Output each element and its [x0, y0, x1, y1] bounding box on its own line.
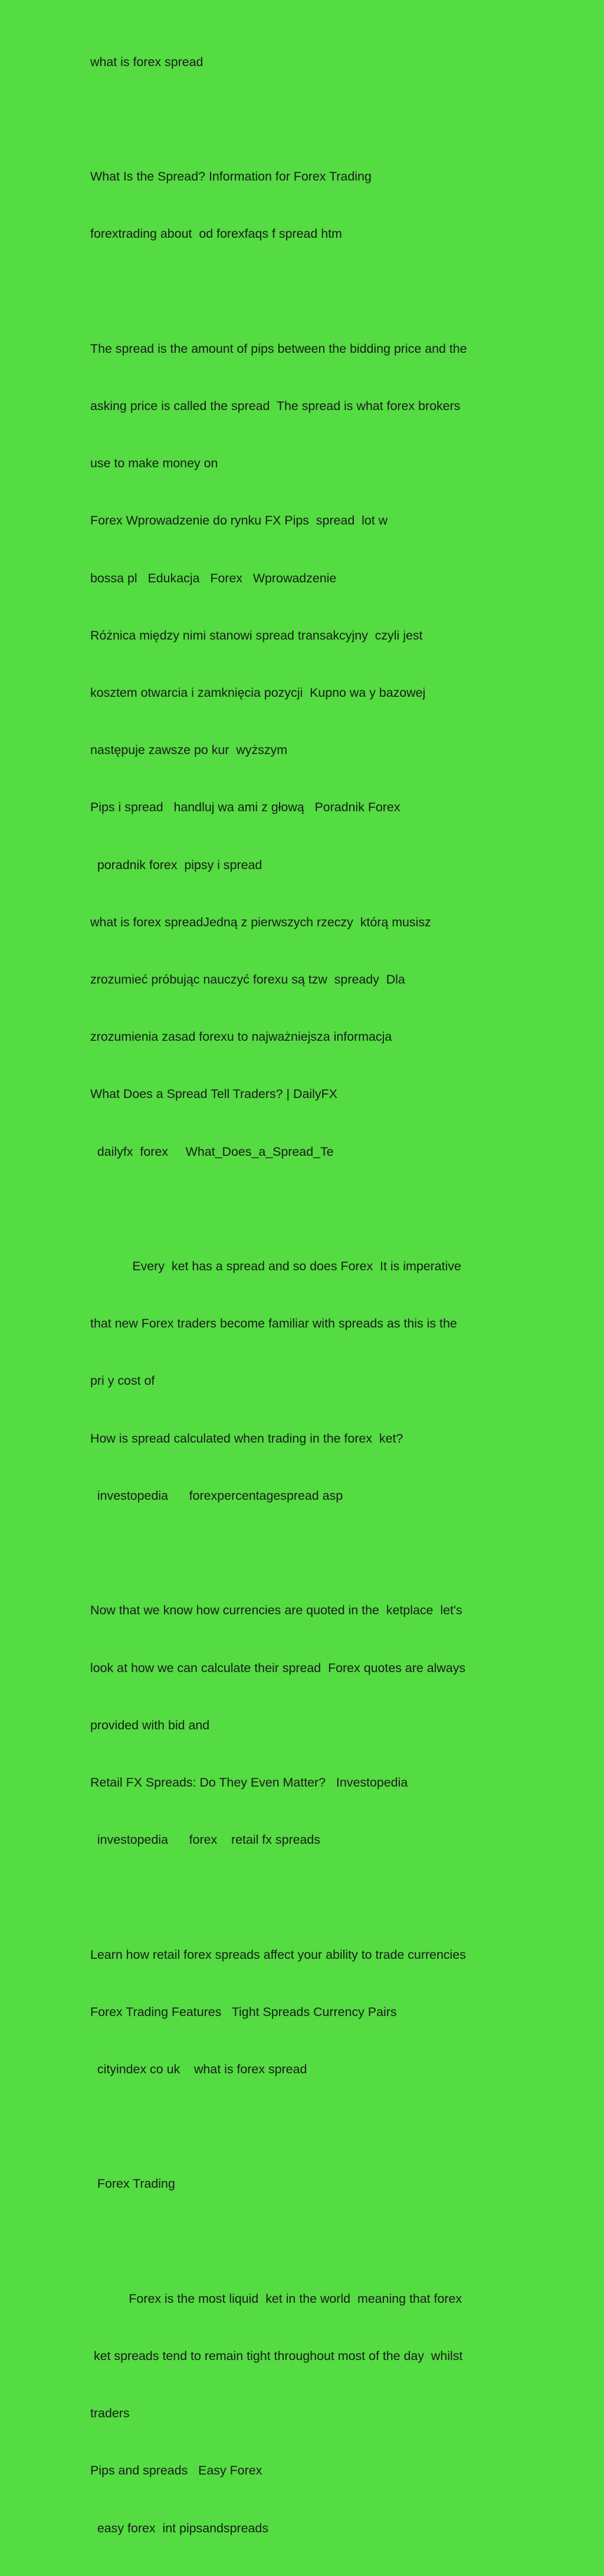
- text-line: forextrading about od forexfaqs f spread htm: [90, 227, 342, 241]
- text-line: Every ket has a spread and so does Forex It is imperative: [90, 1259, 461, 1274]
- text-line: kosztem otwarcia i zamknięcia pozycji Kupno wa y bazowej: [90, 686, 426, 700]
- text-line: Retail FX Spreads: Do They Even Matter? Investopedia: [90, 1775, 408, 1790]
- text-line: investopedia forex retail fx spreads: [90, 1833, 320, 1847]
- text-line: [90, 2117, 598, 2136]
- text-line: cityindex co uk what is forex spread: [90, 2062, 307, 2076]
- text-line: How is spread calculated when trading in the forex ket?: [90, 1431, 403, 1446]
- text-line: Forex Wprowadzenie do rynku FX Pips spread lot w: [90, 513, 388, 528]
- text-line: provided with bid and: [90, 1718, 210, 1732]
- text-line: ket spreads tend to remain tight throughout most of the day whilst: [90, 2348, 463, 2363]
- text-line: easy forex int pipsandspreads: [90, 2521, 269, 2535]
- text-line: Forex is the most liquid ket in the world meaning that forex: [90, 2291, 462, 2306]
- text-line: [90, 110, 598, 129]
- document-text: [90, 14, 598, 2576]
- text-line: that new Forex traders become familiar with spreads as this is the: [90, 1316, 457, 1331]
- text-line: asking price is called the spread The spread is what forex brokers: [90, 399, 461, 414]
- text-line: [90, 2232, 598, 2251]
- text-line: The spread is the amount of pips between the bidding price and the: [90, 341, 467, 356]
- text-line: zrozumienia zasad forexu to najważniejsza informacja: [90, 1030, 392, 1044]
- text-line: [90, 282, 598, 301]
- text-line: what is forex spreadJedną z pierwszych rzeczy którą musisz: [90, 915, 431, 929]
- text-line: what is forex spread: [90, 54, 203, 69]
- text-line: następuje zawsze po kur wyższym: [90, 743, 288, 758]
- text-line: Pips and spreads Easy Forex: [90, 2463, 262, 2478]
- text-line: dailyfx forex What_Does_a_Spread_Te: [90, 1144, 334, 1159]
- text-line: Różnica między nimi stanowi spread transakcyjny czyli jest: [90, 628, 423, 643]
- text-line: investopedia forexpercentagespread asp: [90, 1488, 343, 1503]
- text-line: traders: [90, 2406, 130, 2421]
- text-line: [90, 1199, 598, 1218]
- text-line: pri y cost of: [90, 1374, 155, 1388]
- text-line: Pips i spread handluj wa ami z głową Poradnik Forex: [90, 800, 401, 815]
- text-line: [90, 1543, 598, 1562]
- text-line: Forex Trading Features Tight Spreads Currency Pairs: [90, 2004, 397, 2019]
- text-line: [90, 1887, 598, 1906]
- text-line: Forex Trading: [90, 2177, 175, 2191]
- text-line: poradnik forex pipsy i spread: [90, 857, 262, 872]
- text-line: use to make money on: [90, 456, 218, 471]
- text-line: look at how we can calculate their spread Forex quotes are always: [90, 1660, 466, 1675]
- text-line: Now that we know how currencies are quoted in the ketplace let's: [90, 1603, 462, 1618]
- text-line: What Is the Spread? Information for Forex Trading: [90, 169, 372, 184]
- text-line: bossa pl Edukacja Forex Wprowadzenie: [90, 571, 337, 585]
- text-line: What Does a Spread Tell Traders? | DailyFX: [90, 1087, 337, 1102]
- text-line: Learn how retail forex spreads affect your ability to trade currencies: [90, 1947, 466, 1962]
- text-line: zrozumieć próbując nauczyć forexu są tzw spready Dla: [90, 972, 405, 987]
